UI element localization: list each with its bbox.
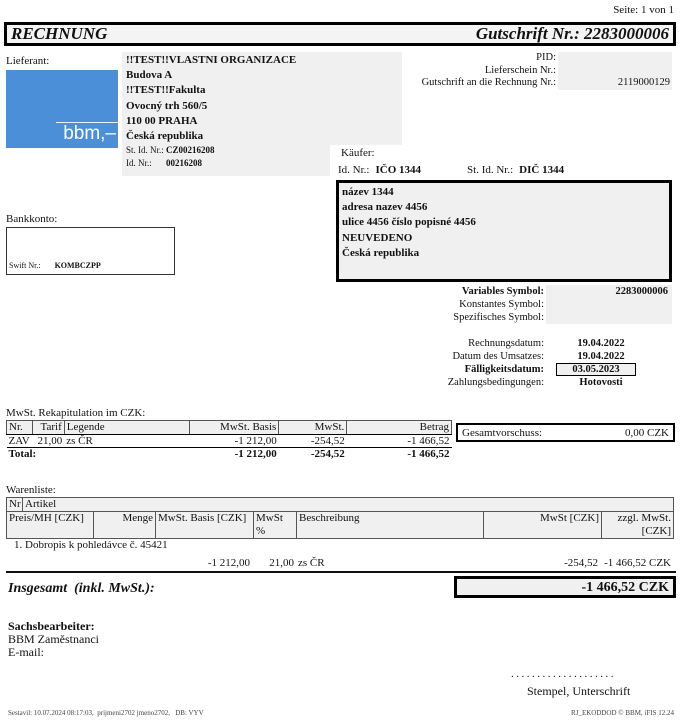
bank-label: Bankkonto:: [6, 213, 58, 225]
supplier-vat-id: CZ00216208: [166, 145, 215, 156]
col-legende: Legende: [64, 421, 190, 435]
supplier-address: [122, 52, 330, 176]
reference-row: [402, 77, 672, 90]
total-row: [7, 448, 452, 461]
clerk-email-label: E-mail:: [8, 645, 44, 659]
reference-row: [402, 65, 672, 78]
vat-legende: zs ČR: [64, 435, 190, 448]
supplier-line: Budova A: [126, 69, 173, 82]
grand-total-label: Insgesamt (inkl. MwSt.):: [8, 581, 155, 596]
items-label: Warenliste:: [6, 484, 56, 496]
footer-created: Sestavil: 10.07.2024 08:17:03, prijmeni2702 jmeno2702, DB: VYV: [8, 709, 204, 717]
reference-value: [558, 65, 672, 78]
col-vat-basis: MwSt. Basis [CZK]: [156, 512, 254, 538]
advance-box: [456, 423, 675, 442]
date-row: [402, 350, 672, 363]
item-basis: -1 212,00: [207, 557, 250, 569]
date-row: [402, 337, 672, 350]
credit-note-number: Gutschrift Nr.: 2283000006: [475, 24, 669, 43]
col-item-nr: Nr: [7, 498, 23, 511]
references: [402, 52, 672, 90]
col-article: Artikel: [25, 498, 57, 510]
col-unit-price: Preis/MH [CZK]: [7, 512, 94, 538]
reference-label: PID:: [536, 52, 556, 63]
buyer-vat-id: DIČ 1344: [519, 164, 565, 176]
total-label: Total:: [8, 448, 37, 460]
col-quantity: Menge: [94, 512, 156, 538]
swift-label: Swift Nr.:: [9, 261, 41, 270]
supplier-line: Ovocný trh 560/5: [126, 99, 208, 112]
vat-basis: -1 212,00: [190, 435, 279, 448]
bank-account-box: [6, 227, 175, 275]
buyer-label: Käufer:: [341, 147, 375, 159]
logo-text: bbm,–: [63, 123, 116, 144]
date-row: [402, 363, 672, 376]
tax-date-label: Datum des Umsatzes:: [452, 351, 544, 362]
buyer-id: IČO 1344: [375, 164, 422, 176]
buyer-address: [336, 180, 672, 282]
supplier-line: Česká republika: [126, 130, 204, 143]
signature-label: Stempel, Unterschrift: [527, 684, 631, 698]
variable-symbol: 2283000006: [546, 285, 672, 298]
item-desc: zs ČR: [298, 557, 325, 569]
col-basis: MwSt. Basis: [190, 421, 279, 435]
invoice-date-label: Rechnungsdatum:: [468, 338, 544, 349]
symbol-row: [402, 298, 672, 311]
tax-date: 19.04.2022: [577, 351, 625, 362]
specific-symbol: [546, 311, 672, 324]
col-description: Beschreibung: [297, 512, 484, 538]
item-title: 1. Dobropis k pohledávce č. 45421: [14, 539, 168, 551]
col-tarif: Tarif: [33, 421, 64, 435]
due-date: 03.05.2023: [556, 363, 636, 376]
supplier-line: 110 00 PRAHA: [126, 114, 198, 127]
supplier-line: !!TEST!!VLASTNI ORGANIZACE: [126, 54, 297, 66]
item-total: -1 466,52 CZK: [604, 557, 671, 569]
col-nr: Nr.: [7, 421, 33, 435]
buyer-line: adresa nazev 4456: [342, 201, 428, 214]
due-date-label: Fälligkeitsdatum:: [464, 364, 544, 375]
symbol-row: [402, 311, 672, 324]
supplier-vat-id-row: [126, 144, 326, 157]
supplier-id-label: Id. Nr.:: [126, 158, 152, 169]
buyer-id-label: Id. Nr.:: [338, 164, 370, 176]
buyer-line: Česká republika: [342, 246, 420, 259]
items-table: [6, 497, 674, 574]
separator: [6, 571, 676, 573]
buyer-line: NEUVEDENO: [342, 231, 413, 244]
vat-recap-label: MwSt. Rekapitulation im CZK:: [6, 407, 146, 419]
reference-row: [402, 52, 672, 65]
total-basis: -1 212,00: [234, 448, 277, 460]
document-header: [4, 22, 676, 46]
symbol-row: [402, 285, 672, 298]
supplier-label: Lieferant:: [6, 55, 50, 67]
buyer-ids: [338, 164, 564, 176]
company-logo: [6, 70, 118, 148]
constant-symbol: [546, 298, 672, 311]
swift-code: KOMBCZPP: [54, 261, 101, 270]
payment-symbols: [402, 285, 672, 324]
reference-label: Gutschrift an die Rechnung Nr.:: [421, 77, 556, 88]
footer-report-id: RJ_EKODDOD © BBM, iFIS 12.24: [571, 709, 674, 717]
advance-value: 0,00 CZK: [625, 426, 669, 439]
reference-spacer: [330, 52, 402, 145]
vat-header-row: [7, 421, 452, 435]
vat-mwst: -254,52: [279, 435, 347, 448]
advance-label: Gesamtvorschuss:: [462, 426, 543, 439]
buyer-vat-id-label: St. Id. Nr.:: [467, 164, 514, 176]
supplier-id: 00216208: [166, 158, 202, 169]
reference-label: Lieferschein Nr.:: [484, 64, 556, 76]
buyer-line: ulice 4456 číslo popisné 4456: [342, 216, 476, 229]
col-total-with-vat: zzgl. MwSt. [CZK]: [617, 512, 671, 537]
vat-recap-table: [6, 420, 452, 460]
col-betrag: Betrag: [347, 421, 452, 435]
invoice-date: 19.04.2022: [577, 338, 625, 349]
clerk-block: [8, 620, 99, 659]
reference-value: 2119000129: [558, 77, 672, 90]
swift-row: [9, 261, 101, 270]
vat-tarif: 21,00: [33, 435, 64, 448]
page-number: Seite: 1 von 1: [613, 4, 674, 16]
clerk-name: BBM Zaměstnanci: [8, 632, 99, 646]
total-betrag: -1 466,52: [407, 448, 450, 460]
payment-terms: Hotovosti: [579, 377, 623, 388]
variable-symbol-label: Variables Symbol:: [461, 286, 544, 297]
constant-symbol-label: Konstantes Symbol:: [459, 299, 544, 310]
total-mwst: -254,52: [310, 448, 345, 460]
supplier-vat-id-label: St. Id. Nr.:: [126, 145, 164, 156]
buyer-line: název 1344: [342, 186, 394, 198]
clerk-label: Sachsbearbeiter:: [8, 619, 95, 633]
dates: [402, 337, 672, 389]
signature-line: ....................: [511, 668, 616, 680]
grand-total-value: -1 466,52 CZK: [454, 576, 676, 598]
vat-betrag: -1 466,52: [347, 435, 452, 448]
supplier-line: !!TEST!!Fakulta: [126, 84, 206, 97]
date-row: [402, 376, 672, 389]
reference-value: [558, 52, 672, 65]
payment-terms-label: Zahlungsbedingungen:: [447, 377, 544, 388]
col-vat-amount: MwSt [CZK]: [484, 512, 602, 538]
supplier-id-row: [126, 157, 326, 170]
col-vat-rate: MwSt %: [254, 512, 297, 538]
items-header-row-2: [6, 512, 674, 539]
col-mwst: MwSt.: [279, 421, 347, 435]
specific-symbol-label: Spezifisches Symbol:: [453, 312, 544, 323]
document-title: RECHNUNG: [11, 24, 108, 43]
vat-nr: ZAV: [7, 435, 33, 448]
table-row: [7, 435, 452, 448]
items-header-row-1: [6, 497, 674, 512]
item-vat: -254,52: [564, 557, 598, 569]
item-rate: 21,00: [269, 557, 294, 569]
